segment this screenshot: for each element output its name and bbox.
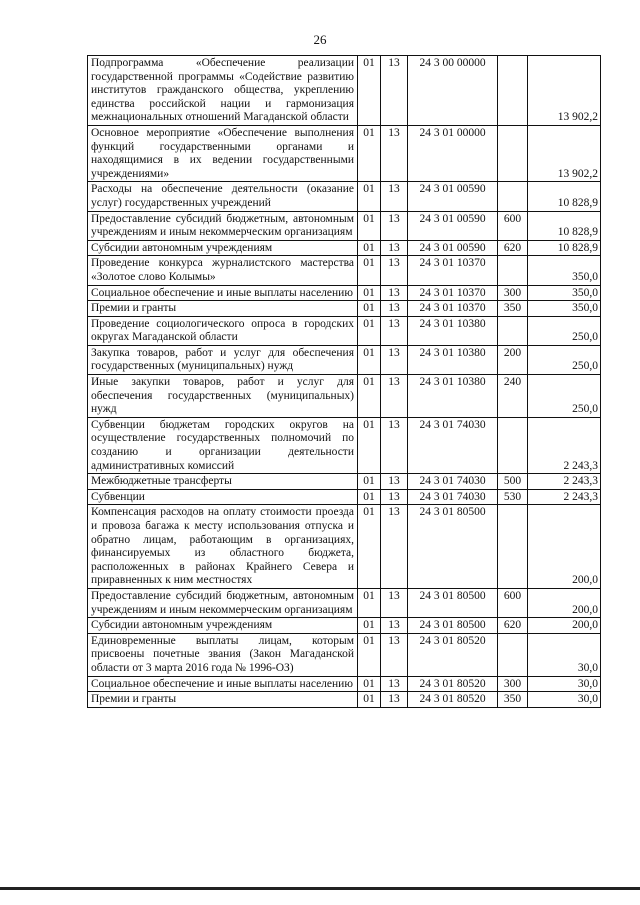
section-code: 01 xyxy=(358,692,381,708)
row-name: Межбюджетные трансферты xyxy=(88,474,358,490)
section-code: 01 xyxy=(358,417,381,473)
amount: 200,0 xyxy=(528,618,601,634)
expense-type-code: 500 xyxy=(498,474,528,490)
target-article-code: 24 3 01 80520 xyxy=(408,692,498,708)
section-code: 01 xyxy=(358,285,381,301)
target-article-code: 24 3 01 80500 xyxy=(408,505,498,589)
subsection-code: 13 xyxy=(381,417,408,473)
amount: 2 243,3 xyxy=(528,489,601,505)
expense-type-code: 300 xyxy=(498,676,528,692)
table-row xyxy=(88,182,601,211)
expense-type-code: 300 xyxy=(498,285,528,301)
amount: 10 828,9 xyxy=(528,182,601,211)
amount: 250,0 xyxy=(528,345,601,374)
table-row xyxy=(88,474,601,490)
table-row xyxy=(88,633,601,676)
section-code: 01 xyxy=(358,489,381,505)
expense-type-code: 350 xyxy=(498,301,528,317)
row-name: Премии и гранты xyxy=(88,301,358,317)
section-code: 01 xyxy=(358,588,381,617)
expense-type-code xyxy=(498,256,528,285)
target-article-code: 24 3 00 00000 xyxy=(408,56,498,126)
target-article-code: 24 3 01 80520 xyxy=(408,676,498,692)
section-code: 01 xyxy=(358,56,381,126)
table-row xyxy=(88,692,601,708)
table-row xyxy=(88,345,601,374)
table-row xyxy=(88,125,601,181)
table-row xyxy=(88,56,601,126)
section-code: 01 xyxy=(358,125,381,181)
amount: 250,0 xyxy=(528,316,601,345)
row-name: Расходы на обеспечение деятельности (оказание услуг) государственных учреждений xyxy=(88,182,358,211)
subsection-code: 13 xyxy=(381,256,408,285)
section-code: 01 xyxy=(358,618,381,634)
row-name: Компенсация расходов на оплату стоимости проезда и провоза багажа к месту использования отпуска и обратно лицам, работающим в организациях, финансируемых из областного бюджета, расположенных в районах Крайнего Севера и приравненных к ним местностях xyxy=(88,505,358,589)
subsection-code: 13 xyxy=(381,285,408,301)
expense-type-code: 240 xyxy=(498,375,528,418)
row-name: Субсидии автономным учреждениям xyxy=(88,618,358,634)
subsection-code: 13 xyxy=(381,588,408,617)
row-name: Предоставление субсидий бюджетным, автономным учреждениям и иным некоммерческим организациям xyxy=(88,588,358,617)
amount: 200,0 xyxy=(528,505,601,589)
table-row xyxy=(88,618,601,634)
row-name: Субвенции бюджетам городских округов на осуществление государственных полномочий по созданию и организации деятельности административных комиссий xyxy=(88,417,358,473)
section-code: 01 xyxy=(358,256,381,285)
amount: 10 828,9 xyxy=(528,240,601,256)
target-article-code: 24 3 01 80500 xyxy=(408,618,498,634)
section-code: 01 xyxy=(358,633,381,676)
row-name: Субсидии автономным учреждениям xyxy=(88,240,358,256)
table-row xyxy=(88,375,601,418)
table-body xyxy=(88,56,601,708)
table-row xyxy=(88,505,601,589)
section-code: 01 xyxy=(358,676,381,692)
section-code: 01 xyxy=(358,505,381,589)
table-row xyxy=(88,240,601,256)
subsection-code: 13 xyxy=(381,301,408,317)
expense-type-code: 200 xyxy=(498,345,528,374)
table-row xyxy=(88,256,601,285)
section-code: 01 xyxy=(358,240,381,256)
amount: 10 828,9 xyxy=(528,211,601,240)
target-article-code: 24 3 01 10370 xyxy=(408,301,498,317)
row-name: Предоставление субсидий бюджетным, автономным учреждениям и иным некоммерческим организациям xyxy=(88,211,358,240)
expense-type-code xyxy=(498,417,528,473)
row-name: Премии и гранты xyxy=(88,692,358,708)
amount: 250,0 xyxy=(528,375,601,418)
row-name: Иные закупки товаров, работ и услуг для обеспечения государственных (муниципальных) нужд xyxy=(88,375,358,418)
expense-type-code xyxy=(498,316,528,345)
subsection-code: 13 xyxy=(381,489,408,505)
subsection-code: 13 xyxy=(381,316,408,345)
amount: 200,0 xyxy=(528,588,601,617)
expense-type-code: 350 xyxy=(498,692,528,708)
amount: 350,0 xyxy=(528,301,601,317)
amount: 350,0 xyxy=(528,285,601,301)
target-article-code: 24 3 01 10380 xyxy=(408,316,498,345)
row-name: Основное мероприятие «Обеспечение выполнения функций государственными органами и находящимися в их ведении государственными учреждениями» xyxy=(88,125,358,181)
expense-type-code: 530 xyxy=(498,489,528,505)
amount: 30,0 xyxy=(528,633,601,676)
subsection-code: 13 xyxy=(381,56,408,126)
target-article-code: 24 3 01 10380 xyxy=(408,375,498,418)
row-name: Закупка товаров, работ и услуг для обеспечения государственных (муниципальных) нужд xyxy=(88,345,358,374)
target-article-code: 24 3 01 10370 xyxy=(408,285,498,301)
row-name: Проведение социологического опроса в городских округах Магаданской области xyxy=(88,316,358,345)
expense-type-code xyxy=(498,125,528,181)
row-name: Субвенции xyxy=(88,489,358,505)
table-row xyxy=(88,316,601,345)
table-row xyxy=(88,301,601,317)
subsection-code: 13 xyxy=(381,676,408,692)
amount: 30,0 xyxy=(528,676,601,692)
target-article-code: 24 3 01 10380 xyxy=(408,345,498,374)
subsection-code: 13 xyxy=(381,345,408,374)
row-name: Единовременные выплаты лицам, которым присвоены почетные звания (Закон Магаданской области от 3 марта 2016 года № 1996-ОЗ) xyxy=(88,633,358,676)
expense-type-code xyxy=(498,633,528,676)
target-article-code: 24 3 01 74030 xyxy=(408,489,498,505)
target-article-code: 24 3 01 74030 xyxy=(408,474,498,490)
target-article-code: 24 3 01 74030 xyxy=(408,417,498,473)
section-code: 01 xyxy=(358,182,381,211)
section-code: 01 xyxy=(358,345,381,374)
subsection-code: 13 xyxy=(381,375,408,418)
expense-type-code xyxy=(498,505,528,589)
amount: 30,0 xyxy=(528,692,601,708)
amount: 2 243,3 xyxy=(528,474,601,490)
subsection-code: 13 xyxy=(381,633,408,676)
page-number: 26 xyxy=(313,32,327,47)
amount: 13 902,2 xyxy=(528,56,601,126)
table-row xyxy=(88,489,601,505)
table-row xyxy=(88,676,601,692)
section-code: 01 xyxy=(358,474,381,490)
expense-type-code: 600 xyxy=(498,588,528,617)
amount: 13 902,2 xyxy=(528,125,601,181)
expense-type-code xyxy=(498,56,528,126)
budget-table xyxy=(87,55,601,708)
target-article-code: 24 3 01 00000 xyxy=(408,125,498,181)
subsection-code: 13 xyxy=(381,211,408,240)
target-article-code: 24 3 01 00590 xyxy=(408,211,498,240)
subsection-code: 13 xyxy=(381,618,408,634)
expense-type-code xyxy=(498,182,528,211)
expense-type-code: 620 xyxy=(498,618,528,634)
table-row xyxy=(88,285,601,301)
target-article-code: 24 3 01 00590 xyxy=(408,182,498,211)
row-name: Социальное обеспечение и иные выплаты населению xyxy=(88,285,358,301)
expense-type-code: 600 xyxy=(498,211,528,240)
target-article-code: 24 3 01 10370 xyxy=(408,256,498,285)
section-code: 01 xyxy=(358,375,381,418)
subsection-code: 13 xyxy=(381,505,408,589)
subsection-code: 13 xyxy=(381,474,408,490)
page-bottom-rule xyxy=(0,887,640,890)
subsection-code: 13 xyxy=(381,182,408,211)
section-code: 01 xyxy=(358,316,381,345)
amount: 350,0 xyxy=(528,256,601,285)
table-row xyxy=(88,588,601,617)
target-article-code: 24 3 01 00590 xyxy=(408,240,498,256)
target-article-code: 24 3 01 80500 xyxy=(408,588,498,617)
expense-type-code: 620 xyxy=(498,240,528,256)
subsection-code: 13 xyxy=(381,692,408,708)
amount: 2 243,3 xyxy=(528,417,601,473)
section-code: 01 xyxy=(358,301,381,317)
row-name: Проведение конкурса журналистского мастерства «Золотое слово Колымы» xyxy=(88,256,358,285)
row-name: Подпрограмма «Обеспечение реализации государственной программы «Содействие развитию институтов гражданского общества, укреплению единства российской нации и гармонизация межнациональных отношений Магаданской области xyxy=(88,56,358,126)
subsection-code: 13 xyxy=(381,125,408,181)
section-code: 01 xyxy=(358,211,381,240)
target-article-code: 24 3 01 80520 xyxy=(408,633,498,676)
table-row xyxy=(88,211,601,240)
subsection-code: 13 xyxy=(381,240,408,256)
row-name: Социальное обеспечение и иные выплаты населению xyxy=(88,676,358,692)
table-row xyxy=(88,417,601,473)
